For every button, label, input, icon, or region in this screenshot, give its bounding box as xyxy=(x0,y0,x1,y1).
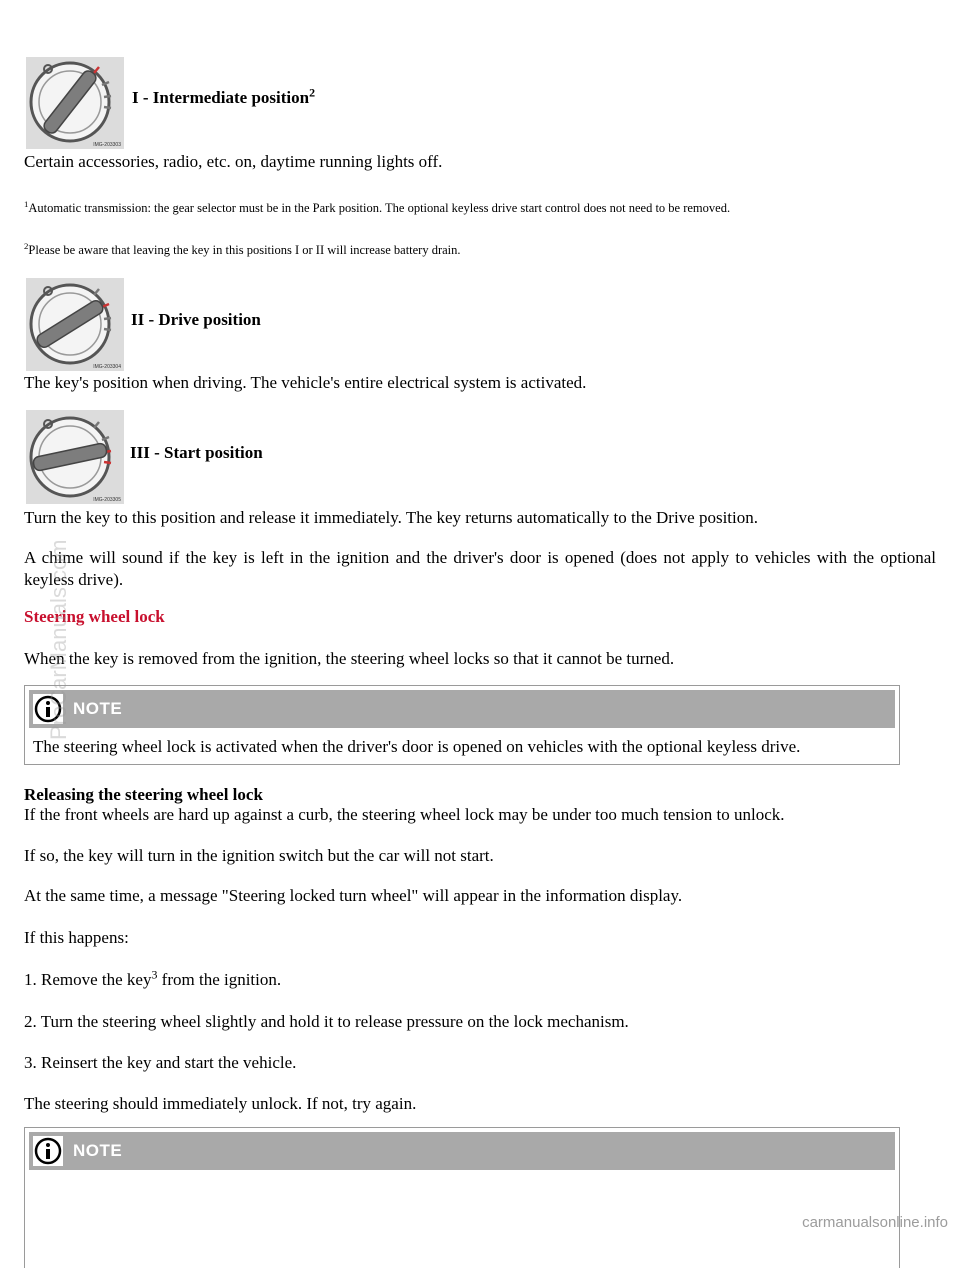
image-label: IMG-203303 xyxy=(93,142,121,148)
releasing-p4: If this happens: xyxy=(24,928,129,947)
footnote-2: $^2$Please be aware that leaving the key in this positions I or II will increase battery drain. xyxy=(24,241,461,257)
key-position-3-image xyxy=(26,410,124,504)
releasing-heading: Releasing the steering wheel lock xyxy=(24,785,263,804)
closing-text: The steering should immediately unlock. If not, try again. xyxy=(24,1094,417,1113)
image-label: IMG-203304 xyxy=(93,364,121,370)
position-1-heading: I - Intermediate position$^2$ xyxy=(132,85,316,107)
info-icon xyxy=(33,1136,63,1166)
step-3: 3. Reinsert the key and start the vehicle. xyxy=(24,1053,297,1072)
steering-lock-text: When the key is removed from the ignition, the steering wheel locks so that it cannot be turned. xyxy=(24,649,675,668)
releasing-p2: If so, the key will turn in the ignition switch but the car will not start. xyxy=(24,846,494,865)
note-header xyxy=(29,1132,895,1170)
key-position-2-image xyxy=(26,278,124,371)
step-2: 2. Turn the steering wheel slightly and hold it to release pressure on the lock mechanism. xyxy=(24,1012,629,1031)
note-box xyxy=(24,685,900,765)
footnote-1: $^1$Automatic transmission: the gear selector must be in the Park position. The optional keyless drive start control does not need to be removed. xyxy=(24,199,731,215)
step-1: 1. Remove the key$^3$ from the ignition. xyxy=(24,967,282,989)
position-1-text: Certain accessories, radio, etc. on, daytime running lights off. xyxy=(24,152,443,171)
note-title: NOTE xyxy=(73,1141,123,1160)
note-body: The steering wheel lock is activated when the driver's door is opened on vehicles with the optional keyless drive. xyxy=(33,737,801,756)
chime-text: A chime will sound if the key is left in the ignition and the driver's door is opened (does not apply to vehicles with the optional keyless drive). xyxy=(24,548,936,589)
image-label: IMG-203305 xyxy=(93,497,121,503)
note-header xyxy=(29,690,895,728)
note-box-2 xyxy=(24,1127,900,1268)
position-2-heading: II - Drive position xyxy=(131,310,261,329)
key-position-1-image xyxy=(26,57,124,149)
releasing-text: If the front wheels are hard up against a curb, the steering wheel lock may be under too much tension to unlock. xyxy=(24,805,785,824)
releasing-p3: At the same time, a message "Steering locked turn wheel" will appear in the information display. xyxy=(24,886,683,905)
site-watermark: carmanualsonline.info xyxy=(802,1214,948,1231)
position-3-heading: III - Start position xyxy=(130,443,263,462)
note-title: NOTE xyxy=(73,699,123,718)
position-2-text: The key's position when driving. The vehicle's entire electrical system is activated. xyxy=(24,373,587,392)
steering-lock-heading: Steering wheel lock xyxy=(24,607,165,626)
watermark: ProCarManuals.com xyxy=(46,539,71,740)
position-3-text: Turn the key to this position and release it immediately. The key returns automatically to the Drive position. xyxy=(24,508,759,527)
